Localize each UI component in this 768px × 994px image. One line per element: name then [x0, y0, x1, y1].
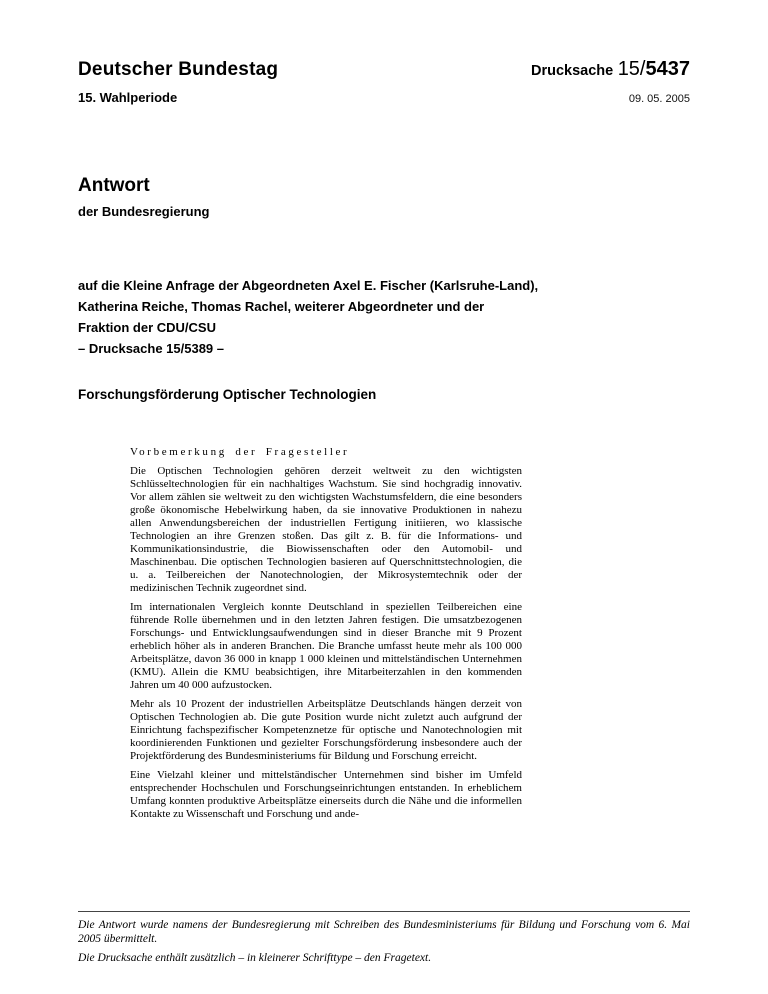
footnote: Die Drucksache enthält zusätzlich – in kleinerer Schrifttype – den Fragetext. — [78, 952, 432, 964]
answer-title: Antwort — [78, 175, 150, 196]
section-heading: Vorbemerkung der Fragesteller — [130, 446, 350, 458]
masthead-subrow — [78, 90, 690, 105]
institution-name: Deutscher Bundestag — [78, 59, 279, 80]
drucksache-label: Drucksache — [531, 63, 614, 79]
footnote: Die Antwort wurde namens der Bundesregierung mit Schreiben des Bundesministeriums für Bildung und Forschung vom 6. Mai 2005 übermittelt. — [78, 919, 690, 945]
request-line: Katherina Reiche, Thomas Rachel, weiterer Abgeordneter und der — [78, 299, 485, 314]
request-line: – Drucksache 15/5389 – — [78, 341, 224, 356]
footnote-area — [78, 911, 690, 966]
body-paragraph: Eine Vielzahl kleiner und mittelständischer Unternehmen sind bisher im Umfeld entsprechender Hochschulen und Forschungseinrichtungen entstanden. In erheblichem Umfang konnten produktive Arbeitsplätze einerseits durch die Nähe und die informellen Kontakte zu Wissenschaft und Forschung und ande- — [130, 769, 522, 820]
body-text — [130, 446, 522, 821]
request-line: auf die Kleine Anfrage der Abgeordneten Axel E. Fischer (Karlsruhe-Land), — [78, 278, 539, 293]
document-date: 09. 05. 2005 — [628, 93, 690, 105]
drucksache-reference — [531, 58, 690, 81]
answer-subtitle: der Bundesregierung — [78, 204, 210, 219]
request-line: Fraktion der CDU/CSU — [78, 320, 216, 335]
body-paragraph: Im internationalen Vergleich konnte Deutschland in speziellen Teilbereichen eine führende Rolle übernehmen und in den letzten Jahren festigen. Die umsatzbezogenen Forschungs- und Entwicklungsaufwendungen sind in dieser Branche mit 9 Prozent erheblich höher als in anderen Branchen. Die Branche umfasst heute mehr als 100 000 Arbeitsplätze, davon 36 000 in knapp 1 000 kleinen und mittelständischen Unternehmen (KMU). Allein die KMU beabsichtigen, ihre Mitarbeiterzahlen in den kommenden Jahren um 40 000 aufzustocken. — [130, 601, 522, 691]
body-paragraph: Mehr als 10 Prozent der industriellen Arbeitsplätze Deutschlands hängen derzeit von Optischen Technologien ab. Die gute Position wurde nicht zuletzt auch aufgrund der Einrichtung fachspezifischer Kompetenznetze für optische und Nanotechnologien mit koordinierenden Funktionen und gezielter Forschungsförderung insbesondere auch der Projektförderung des Bundesministeriums für Bildung und Forschung erreicht. — [130, 698, 522, 762]
body-paragraph: Die Optischen Technologien gehören derzeit weltweit zu den wichtigsten Schlüsseltechnologien für ein nachhaltiges Wachstum. Sie sind hochgradig innovativ. Vor allem zählen sie weltweit zu den wichtigsten Wachstumsfeldern, die eine besonders große ökonomische Hebelwirkung haben, da sie innovative Produktionen in nahezu allen Anwendungsbereichen der industriellen Fertigung initiieren, wo klassische Technologien an ihre Grenzen stoßen. Das gilt z. B. für die Informations- und Kommunikationsindustrie, die Biowissenschaften oder den Automobil- und Maschinenbau. Die optischen Technologien basieren auf Querschnittstechnologien, die u. a. Teilbereichen der Nanotechnologien, der Mikrosystemtechnik oder der medizinischen Technik zugeordnet sind. — [130, 465, 522, 594]
wahlperiode-label: 15. Wahlperiode — [78, 90, 178, 105]
drucksache-number-prefix: 15/ — [617, 58, 646, 80]
request-block — [78, 275, 690, 359]
masthead — [78, 58, 690, 81]
drucksache-number: 5437 — [645, 58, 690, 80]
subject-title: Forschungsförderung Optischer Technologien — [78, 387, 377, 402]
